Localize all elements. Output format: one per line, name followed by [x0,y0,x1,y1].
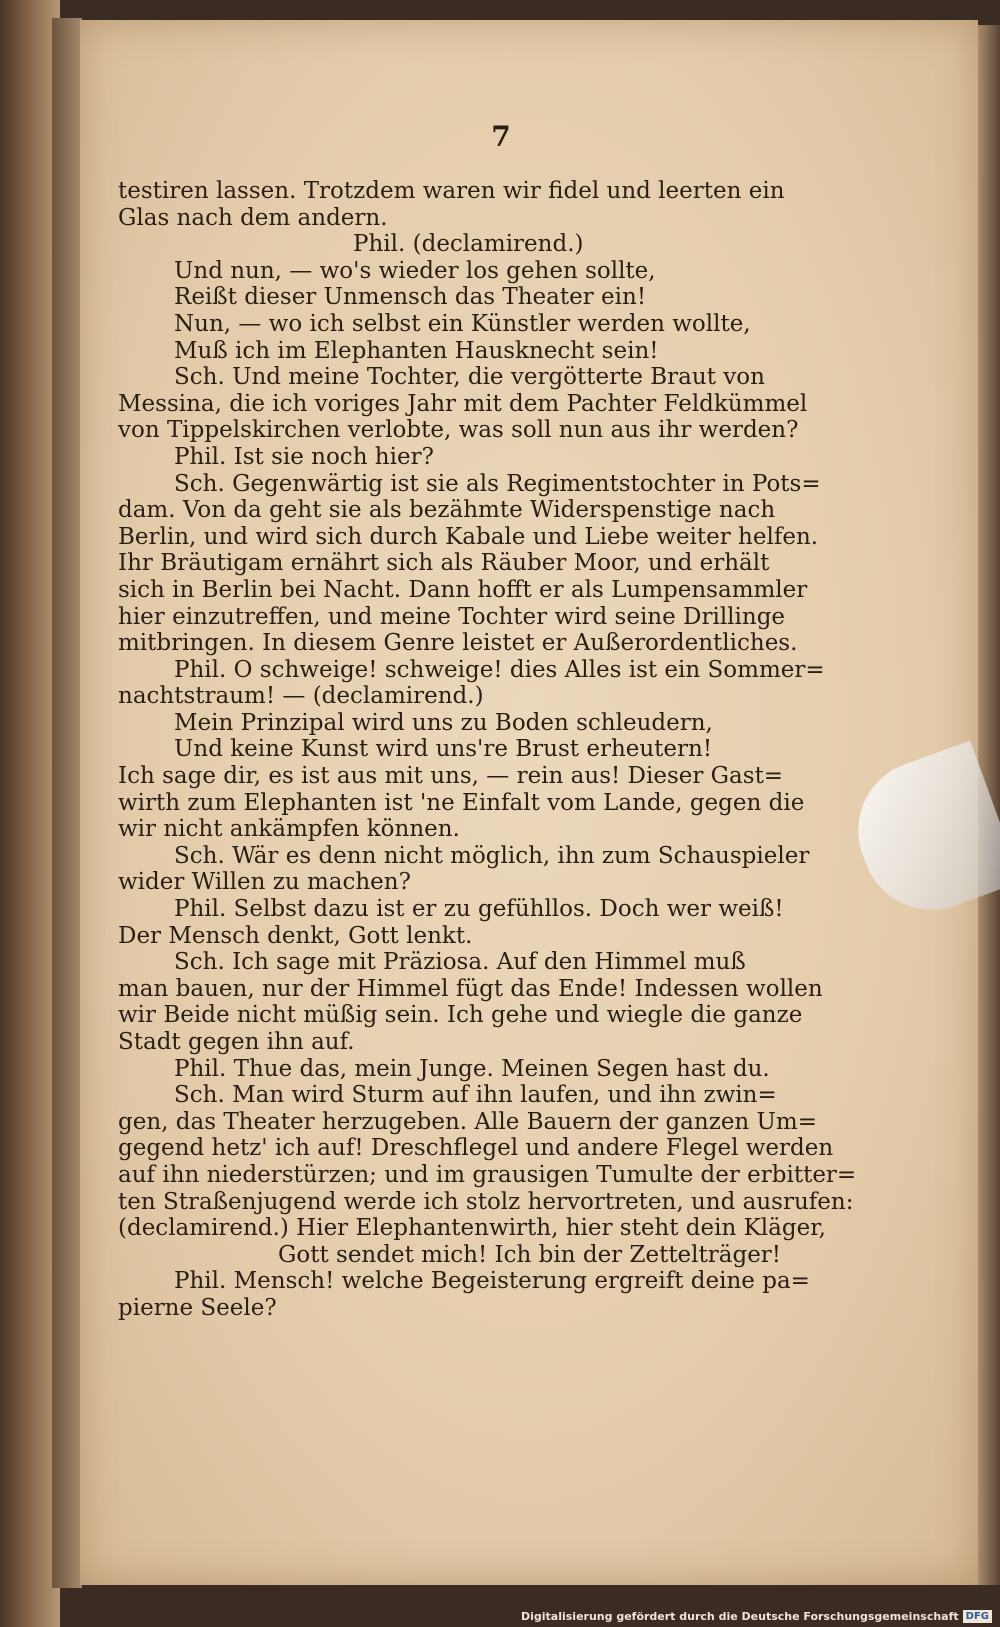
text-line: Phil. Thue das, mein Junge. Meinen Segen hast du. [174,1055,770,1082]
text-line: mitbringen. In diesem Genre leistet er Außerordentliches. [118,630,798,657]
text-line: Berlin, und wird sich durch Kabale und Liebe weiter helfen. [118,523,819,550]
text-line: hier einzutreffen, und meine Tochter wird seine Drillinge [118,603,786,630]
text-line: Gott sendet mich! Ich bin der Zettelträger! [278,1241,782,1268]
text-line: Phil. O schweige! schweige! dies Alles ist ein Sommer= [174,656,825,683]
text-line: Phil. Mensch! welche Begeisterung ergreift deine pa= [174,1268,810,1295]
footer-credit: Digitalisierung gefördert durch die Deutsche Forschungsgemeinschaft [520,1610,959,1623]
text-line: Phil. Ist sie noch hier? [174,443,434,470]
text-line: sich in Berlin bei Nacht. Dann hofft er als Lumpensammler [118,576,808,603]
text-line: Sch. Und meine Tochter, die vergötterte Braut von [174,364,765,391]
text-line: Ihr Bräutigam ernährt sich als Räuber Moor, und erhält [118,550,770,577]
text-line: wider Willen zu machen? [118,869,411,896]
text-line: wirth zum Elephanten ist 'ne Einfalt vom Lande, gegen die [118,789,805,816]
text-line: gen, das Theater herzugeben. Alle Bauern der ganzen Um= [118,1108,818,1135]
page-number: 7 [491,120,511,153]
text-line: Phil. Selbst dazu ist er zu gefühllos. Doch wer weiß! [174,896,784,923]
text-line: dam. Von da geht sie als bezähmte Widerspenstige nach [118,497,776,524]
text-line: gegend hetz' ich auf! Dreschflegel und andere Flegel werden [118,1135,834,1162]
text-line: auf ihn niederstürzen; und im grausigen Tumulte der erbitter= [118,1161,857,1188]
dfg-logo: DFG [963,1610,992,1623]
text-line: man bauen, nur der Himmel fügt das Ende! Indessen wollen [118,975,823,1002]
text-line: testiren lassen. Trotzdem waren wir fidel und leerten ein [118,178,785,204]
text-line: Ich sage dir, es ist aus mit uns, — rein aus! Dieser Gast= [118,763,784,790]
text-line: Messina, die ich voriges Jahr mit dem Pachter Feldkümmel [118,390,808,417]
page-text [118,178,908,1322]
text-line: Glas nach dem andern. [118,204,388,231]
text-line: Sch. Gegenwärtig ist sie als Regimentstochter in Pots= [174,470,821,497]
text-line: Sch. Wär es denn nicht möglich, ihn zum Schauspieler [174,842,810,869]
text-line: Nun, — wo ich selbst ein Künstler werden wollte, [174,310,751,337]
page-gutter [52,18,82,1588]
text-line: Sch. Ich sage mit Präziosa. Auf den Himmel muß [174,949,746,976]
text-line: Reißt dieser Unmensch das Theater ein! [174,284,647,311]
text-line: nachtstraum! — (declamirend.) [118,683,484,710]
digitization-footer [521,1610,992,1623]
text-line: Muß ich im Elephanten Hausknecht sein! [174,337,659,364]
text-line: Der Mensch denkt, Gott lenkt. [118,922,473,949]
text-line: Phil. (declamirend.) [353,231,584,258]
text-line: ten Straßenjugend werde ich stolz hervortreten, und ausrufen: [118,1188,854,1215]
text-line: Und nun, — wo's wieder los gehen sollte, [174,257,656,284]
text-line: Mein Prinzipal wird uns zu Boden schleudern, [174,709,713,736]
text-line: wir nicht ankämpfen können. [118,816,460,843]
text-line: wir Beide nicht müßig sein. Ich gehe und wiegle die ganze [118,1002,803,1029]
text-line: Stadt gegen ihn auf. [118,1029,355,1055]
text-line: von Tippelskirchen verlobte, was soll nun aus ihr werden? [118,417,799,444]
text-line: Und keine Kunst wird uns're Brust erheutern! [174,736,713,763]
book-page [80,20,978,1585]
text-line: pierne Seele? [118,1294,277,1321]
scan-background-left [0,0,60,1627]
text-line: (declamirend.) Hier Elephantenwirth, hier steht dein Kläger, [118,1215,826,1242]
text-line: Sch. Man wird Sturm auf ihn laufen, und ihn zwin= [174,1082,777,1109]
